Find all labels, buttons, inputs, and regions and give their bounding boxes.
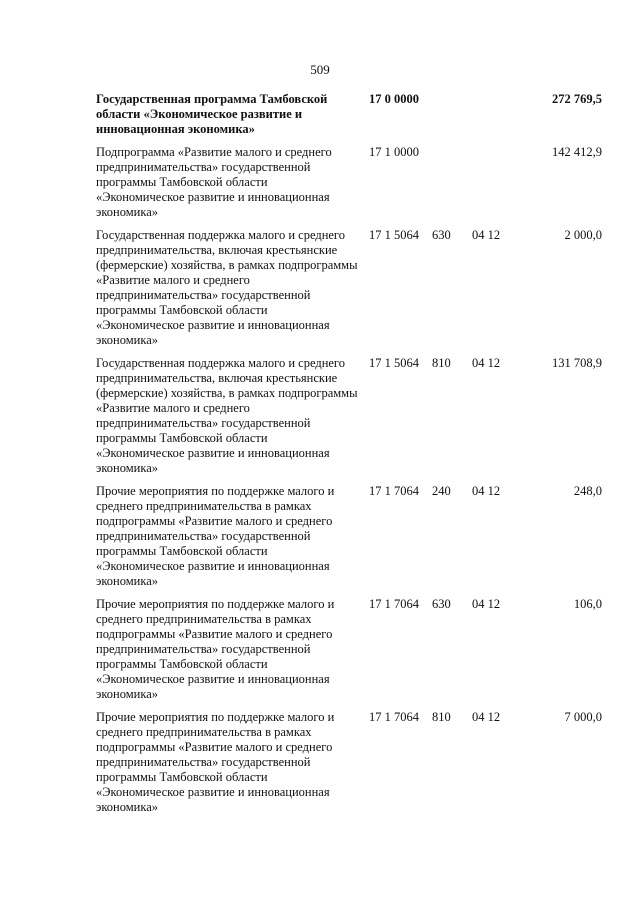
- row-description: Прочие мероприятия по поддержке малого и среднего предпринимательства в рамках подпрограммы «Развитие малого и среднего предпринимательства» государственной программы Тамбовской области «Экономическое развитие и инновационная экономика»: [96, 710, 335, 814]
- table-row: [96, 597, 602, 702]
- row-expense-type: 810: [432, 710, 451, 724]
- row-description: Подпрограмма «Развитие малого и среднего предпринимательства» государственной программы Тамбовской области «Экономическое развитие и инновационная экономика»: [96, 145, 332, 219]
- row-amount: 106,0: [573, 597, 602, 611]
- table-row: [96, 710, 602, 815]
- table-row: [96, 356, 602, 476]
- row-amount: 131 708,9: [552, 356, 602, 370]
- row-amount: 142 412,9: [552, 145, 602, 159]
- row-target-code: 17 0 0000: [369, 92, 419, 106]
- table-row: [96, 92, 602, 137]
- row-target-code: 17 1 7064: [369, 597, 419, 611]
- row-description: Государственная поддержка малого и среднего предпринимательства, включая крестьянские (фермерские) хозяйства, в рамках подпрограммы «Развитие малого и среднего предпринимательства» государственной программы Тамбовской области «Экономическое развитие и инновационная экономика»: [96, 228, 358, 347]
- row-target-code: 17 1 7064: [369, 484, 419, 498]
- row-section-code: 04 12: [472, 228, 501, 242]
- row-expense-type: 240: [432, 484, 451, 498]
- row-description: Прочие мероприятия по поддержке малого и среднего предпринимательства в рамках подпрограммы «Развитие малого и среднего предпринимательства» государственной программы Тамбовской области «Экономическое развитие и инновационная экономика»: [96, 484, 335, 588]
- row-target-code: 17 1 5064: [369, 356, 419, 370]
- row-expense-type: 810: [432, 356, 451, 370]
- row-section-code: 04 12: [472, 710, 501, 724]
- row-description: Государственная поддержка малого и среднего предпринимательства, включая крестьянские (фермерские) хозяйства, в рамках подпрограммы «Развитие малого и среднего предпринимательства» государственной программы Тамбовской области «Экономическое развитие и инновационная экономика»: [96, 356, 358, 475]
- budget-table: [96, 92, 602, 823]
- row-description: Государственная программа Тамбовской области «Экономическое развитие и инновационная экономика»: [96, 92, 328, 136]
- row-amount: 248,0: [573, 484, 602, 498]
- row-expense-type: 630: [432, 228, 451, 242]
- row-section-code: 04 12: [472, 356, 501, 370]
- table-row: [96, 145, 602, 220]
- row-section-code: 04 12: [472, 597, 501, 611]
- row-target-code: 17 1 7064: [369, 710, 419, 724]
- row-section-code: 04 12: [472, 484, 501, 498]
- row-amount: 2 000,0: [564, 228, 602, 242]
- row-amount: 272 769,5: [552, 92, 602, 106]
- row-amount: 7 000,0: [564, 710, 602, 724]
- row-expense-type: 630: [432, 597, 451, 611]
- table-row: [96, 228, 602, 348]
- row-description: Прочие мероприятия по поддержке малого и среднего предпринимательства в рамках подпрограммы «Развитие малого и среднего предпринимательства» государственной программы Тамбовской области «Экономическое развитие и инновационная экономика»: [96, 597, 335, 701]
- row-target-code: 17 1 0000: [369, 145, 419, 159]
- row-target-code: 17 1 5064: [369, 228, 419, 242]
- page-number: 509: [310, 62, 330, 77]
- table-row: [96, 484, 602, 589]
